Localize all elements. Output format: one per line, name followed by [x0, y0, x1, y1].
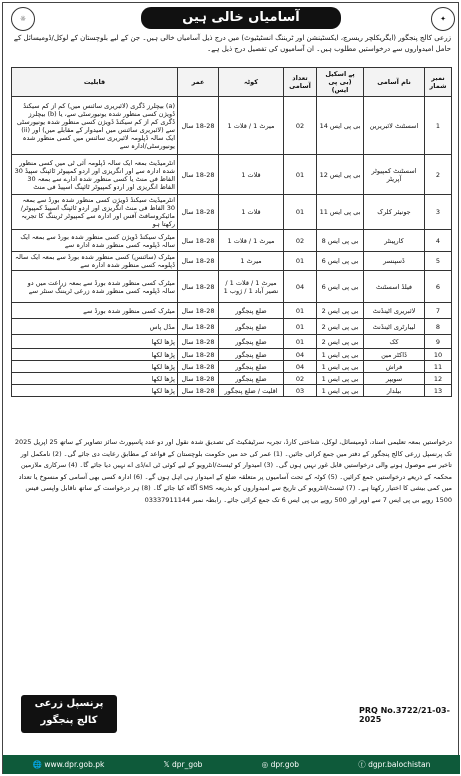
- cell-age: 18-28 سال: [178, 361, 219, 373]
- table-row: [12, 155, 452, 195]
- cell-bps: بی پی ایس 11: [317, 195, 364, 230]
- cell-no: 13: [425, 385, 452, 397]
- table-row: [12, 319, 452, 335]
- cell-quota: میرٹ 1 / قلات 1: [219, 97, 284, 155]
- table-row: [12, 252, 452, 271]
- footer-x[interactable]: 𝕏 dpr_gob: [163, 760, 203, 769]
- cell-count: 04: [284, 271, 317, 303]
- cell-post: سویپر: [364, 373, 425, 385]
- table-header-row: [12, 68, 452, 97]
- cell-age: 18-28 سال: [178, 155, 219, 195]
- cell-quota: ضلع پنجگور: [219, 319, 284, 335]
- cell-post: فراش: [364, 361, 425, 373]
- intro-text: زرعی کالج پنجگور (ایگریکلچر ریسرچ، ایکسٹینشن اور ٹریننگ انسٹیٹیوٹ) میں درج ذیل آسامیاں خالی ہیں۔ جن کے لیے بلوچستان کے لوکل/ڈومیسائل کے حامل امیدواروں سے درخواستیں مطلوب ہیں۔ ان آسامیوں کی تفصیل درج ذیل ہے۔: [13, 34, 451, 53]
- college-logo-icon: ✦: [431, 7, 455, 31]
- cell-count: 02: [284, 373, 317, 385]
- cell-post: ڈسپنسر: [364, 252, 425, 271]
- cell-qualification: پڑھا لکھا: [12, 373, 178, 385]
- footer-fb-text: dgpr.balochistan: [368, 760, 431, 769]
- cell-qualification: میٹرک سیکنڈ ڈویژن کسی منظور شدہ بورڈ سے بمعہ ایک سالہ ڈپلومہ کسی منظور شدہ ادارہ سے: [12, 230, 178, 252]
- cell-age: 18-28 سال: [178, 271, 219, 303]
- cell-no: 6: [425, 271, 452, 303]
- col-bps: پے اسکیل (بی پی ایس): [317, 68, 364, 97]
- cell-no: 3: [425, 195, 452, 230]
- footer-ig-text: dpr.gob: [270, 760, 299, 769]
- cell-qualification: انٹرمیڈیٹ بمعہ ایک سالہ ڈپلومہ آئی ٹی میں کسی منظور شدہ ادارہ سے اور انگریزی اور اردو کمپیوٹر ٹائپنگ سپیڈ 30 الفاظ فی منٹ یا کسی منظور شدہ ادارے سے بمعہ 30 الفاظ انگریزی اور اردو کمپیوٹر ٹائپنگ اسپیڈ فی منٹ: [12, 155, 178, 195]
- prq-number: PRQ No.3722/21-03-2025: [359, 706, 450, 724]
- cell-bps: بی پی ایس 2: [317, 303, 364, 319]
- signature-block: [21, 695, 117, 733]
- cell-quota: میرٹ 1 / قلات 1: [219, 230, 284, 252]
- footer-web-text: www.dpr.gob.pk: [44, 760, 105, 769]
- col-quota: کوٹہ: [219, 68, 284, 97]
- table-row: [12, 361, 452, 373]
- cell-qualification: پڑھا لکھا: [12, 361, 178, 373]
- cell-bps: بی پی ایس 6: [317, 271, 364, 303]
- cell-bps: بی پی ایس 1: [317, 349, 364, 361]
- signature-line-1: پرنسپل زرعی: [34, 698, 104, 709]
- cell-count: 01: [284, 335, 317, 349]
- footer-web[interactable]: 🌐 www.dpr.gob.pk: [32, 760, 105, 769]
- cell-post: فیلڈ اسسٹنٹ: [364, 271, 425, 303]
- terms-text: درخواستیں بمعہ تعلیمی اسناد، ڈومیسائل، لوکل، شناختی کارڈ، تجربہ سرٹیفکیٹ کی تصدیق شدہ نقول اور دو عدد پاسپورٹ سائز تصاویر کے ساتھ 25 اپریل 2025 تک پرنسپل زرعی کالج پنجگور کے دفتر میں جمع کرائی جائیں۔ (1) عمر کی حد میں حکومت بلوچستان کے قواعد کے مطابق رعایت دی جائے گی۔ (2) نامکمل اور تاخیر سے موصول ہونے والی درخواستیں قابل غور نہیں ہوں گی۔ (3) امیدوار کو ٹیسٹ/انٹرویو کے لیے کوئی ٹی اے/ڈی اے نہیں دیا جائے گا۔ (4) سرکاری ملازمین محکمہ کے ذریعے درخواستیں جمع کرائیں۔ (5) کوٹہ کے تحت آسامیوں پر متعلقہ ضلع کے امیدوار ہی اہل ہوں گے۔ (6) ادارہ کسی بھی آسامی کو منسوخ یا تعداد میں کمی بیشی کا اختیار رکھتا ہے۔ (7) ٹیسٹ/انٹرویو کی تاریخ سے امیدواروں کو بذریعہ SMS آگاہ کیا جائے گا۔ (8) ہر درخواست کے ساتھ ناقابل واپسی فیس 1500 روپے بی پی ایس 7 سے اوپر اور 500 روپے بی پی ایس 6 تک جمع کرائی جائے۔ رابطہ نمبر 03337911144: [14, 438, 452, 504]
- table-row: [12, 271, 452, 303]
- cell-no: 4: [425, 230, 452, 252]
- cell-quota: ضلع پنجگور: [219, 373, 284, 385]
- col-post: نام آسامی: [364, 68, 425, 97]
- cell-no: 10: [425, 349, 452, 361]
- cell-count: 01: [284, 155, 317, 195]
- cell-count: 03: [284, 385, 317, 397]
- cell-age: 18-28 سال: [178, 385, 219, 397]
- table-row: [12, 335, 452, 349]
- cell-age: 18-28 سال: [178, 319, 219, 335]
- cell-count: 01: [284, 195, 317, 230]
- cell-post: کارپینٹر: [364, 230, 425, 252]
- cell-quota: میرٹ 1 / قلات 1 / نصیر آباد 1 / ژوب 1: [219, 271, 284, 303]
- cell-no: 5: [425, 252, 452, 271]
- table-row: [12, 373, 452, 385]
- cell-age: 18-28 سال: [178, 230, 219, 252]
- cell-bps: بی پی ایس 1: [317, 385, 364, 397]
- col-no: نمبر شمار: [425, 68, 452, 97]
- cell-count: 01: [284, 319, 317, 335]
- cell-qualification: میٹرک (سائنس) کسی منظور شدہ بورڈ سے بمعہ ایک سالہ ڈپلومہ کسی منظور شدہ ادارہ سے: [12, 252, 178, 271]
- cell-quota: ضلع پنجگور: [219, 303, 284, 319]
- cell-no: 7: [425, 303, 452, 319]
- cell-count: 04: [284, 361, 317, 373]
- cell-post: بیلدار: [364, 385, 425, 397]
- footer-instagram[interactable]: ◎ dpr.gob: [261, 760, 299, 769]
- cell-quota: ضلع پنجگور: [219, 335, 284, 349]
- cell-post: اسسٹنٹ لائبریرین: [364, 97, 425, 155]
- cell-age: 18-28 سال: [178, 195, 219, 230]
- cell-qualification: پڑھا لکھا: [12, 385, 178, 397]
- cell-post: لیبارٹری اٹینڈنٹ: [364, 319, 425, 335]
- cell-no: 2: [425, 155, 452, 195]
- footer-facebook[interactable]: ⓕ dgpr.balochistan: [358, 760, 431, 769]
- cell-no: 11: [425, 361, 452, 373]
- cell-count: 02: [284, 230, 317, 252]
- cell-count: 02: [284, 97, 317, 155]
- cell-post: جونیئر کلرک: [364, 195, 425, 230]
- cell-qualification: میٹرک کسی منظور شدہ بورڈ سے بمعہ زراعت میں دو سالہ ڈپلومہ کسی منظور شدہ زرعی ٹریننگ سنٹر سے: [12, 271, 178, 303]
- cell-age: 18-28 سال: [178, 335, 219, 349]
- cell-post: اسسٹنٹ کمپیوٹر آپریٹر: [364, 155, 425, 195]
- cell-quota: قلات 1: [219, 155, 284, 195]
- advertisement-page: [2, 2, 459, 774]
- cell-no: 1: [425, 97, 452, 155]
- signature-line-2: کالج پنجگور: [40, 715, 98, 726]
- vacancy-table: [11, 67, 452, 397]
- cell-no: 8: [425, 319, 452, 335]
- cell-quota: ضلع پنجگور: [219, 361, 284, 373]
- cell-count: 01: [284, 252, 317, 271]
- col-qualification: قابلیت: [12, 68, 178, 97]
- cell-age: 18-28 سال: [178, 349, 219, 361]
- table-row: [12, 303, 452, 319]
- cell-age: 18-28 سال: [178, 303, 219, 319]
- cell-bps: بی پی ایس 6: [317, 252, 364, 271]
- cell-post: کک: [364, 335, 425, 349]
- cell-count: 01: [284, 303, 317, 319]
- cell-quota: قلات 1: [219, 195, 284, 230]
- cell-qualification: انٹرمیڈیٹ سیکنڈ ڈویژن کسی منظور شدہ بورڈ سے بمعہ 30 الفاظ فی منٹ انگریزی اور اردو ٹائپنگ اسپیڈ کمپیوٹر/مائیکروسافٹ آفس اور ادارہ سے کمپیوٹر ٹریننگ کا تجربہ رکھتا ہو: [12, 195, 178, 230]
- cell-bps: بی پی ایس 14: [317, 97, 364, 155]
- cell-bps: بی پی ایس 8: [317, 230, 364, 252]
- cell-qualification: مڈل پاس: [12, 319, 178, 335]
- cell-quota: میرٹ 1: [219, 252, 284, 271]
- table-row: [12, 349, 452, 361]
- cell-qualification: پڑھا لکھا: [12, 335, 178, 349]
- table-row: [12, 385, 452, 397]
- cell-count: 04: [284, 349, 317, 361]
- table-row: [12, 97, 452, 155]
- cell-no: 9: [425, 335, 452, 349]
- col-count: تعداد آسامی: [284, 68, 317, 97]
- cell-bps: بی پی ایس 1: [317, 373, 364, 385]
- emblem-icon: ☼: [11, 7, 35, 31]
- table-row: [12, 195, 452, 230]
- col-age: عمر: [178, 68, 219, 97]
- cell-post: ڈاکٹر مین: [364, 349, 425, 361]
- cell-bps: بی پی ایس 2: [317, 335, 364, 349]
- cell-qualification: میٹرک کسی منظور شدہ بورڈ سے: [12, 303, 178, 319]
- cell-qualification: پڑھا لکھا: [12, 349, 178, 361]
- cell-age: 18-28 سال: [178, 373, 219, 385]
- table-row: [12, 230, 452, 252]
- cell-post: لائبریری اٹینڈنٹ: [364, 303, 425, 319]
- cell-bps: بی پی ایس 12: [317, 155, 364, 195]
- cell-age: 18-28 سال: [178, 252, 219, 271]
- footer-x-text: dpr_gob: [171, 760, 203, 769]
- page-title: آسامیاں خالی ہیں: [141, 7, 341, 29]
- cell-no: 12: [425, 373, 452, 385]
- cell-bps: بی پی ایس 2: [317, 319, 364, 335]
- cell-quota: ضلع پنجگور: [219, 349, 284, 361]
- cell-bps: بی پی ایس 1: [317, 361, 364, 373]
- cell-qualification: (a) بیچلرز ڈگری (لائبریری سائنس میں) کم از کم سیکنڈ ڈویژن کسی منظور شدہ یونیورسٹی سے، یا (b) بیچلرز ڈگری کم از کم سیکنڈ ڈویژن کسی منظور شدہ یونیورسٹی سے (لائبریری سائنس میں امیدوار کے مقابلے میں) اور (ii) ایک سالہ ڈپلومہ لائبریری سائنس میں کسی منظور شدہ یونیورسٹی/ادارہ سے: [12, 97, 178, 155]
- footer-bar: [3, 755, 460, 774]
- cell-quota: اقلیت / ضلع پنجگور: [219, 385, 284, 397]
- cell-age: 18-28 سال: [178, 97, 219, 155]
